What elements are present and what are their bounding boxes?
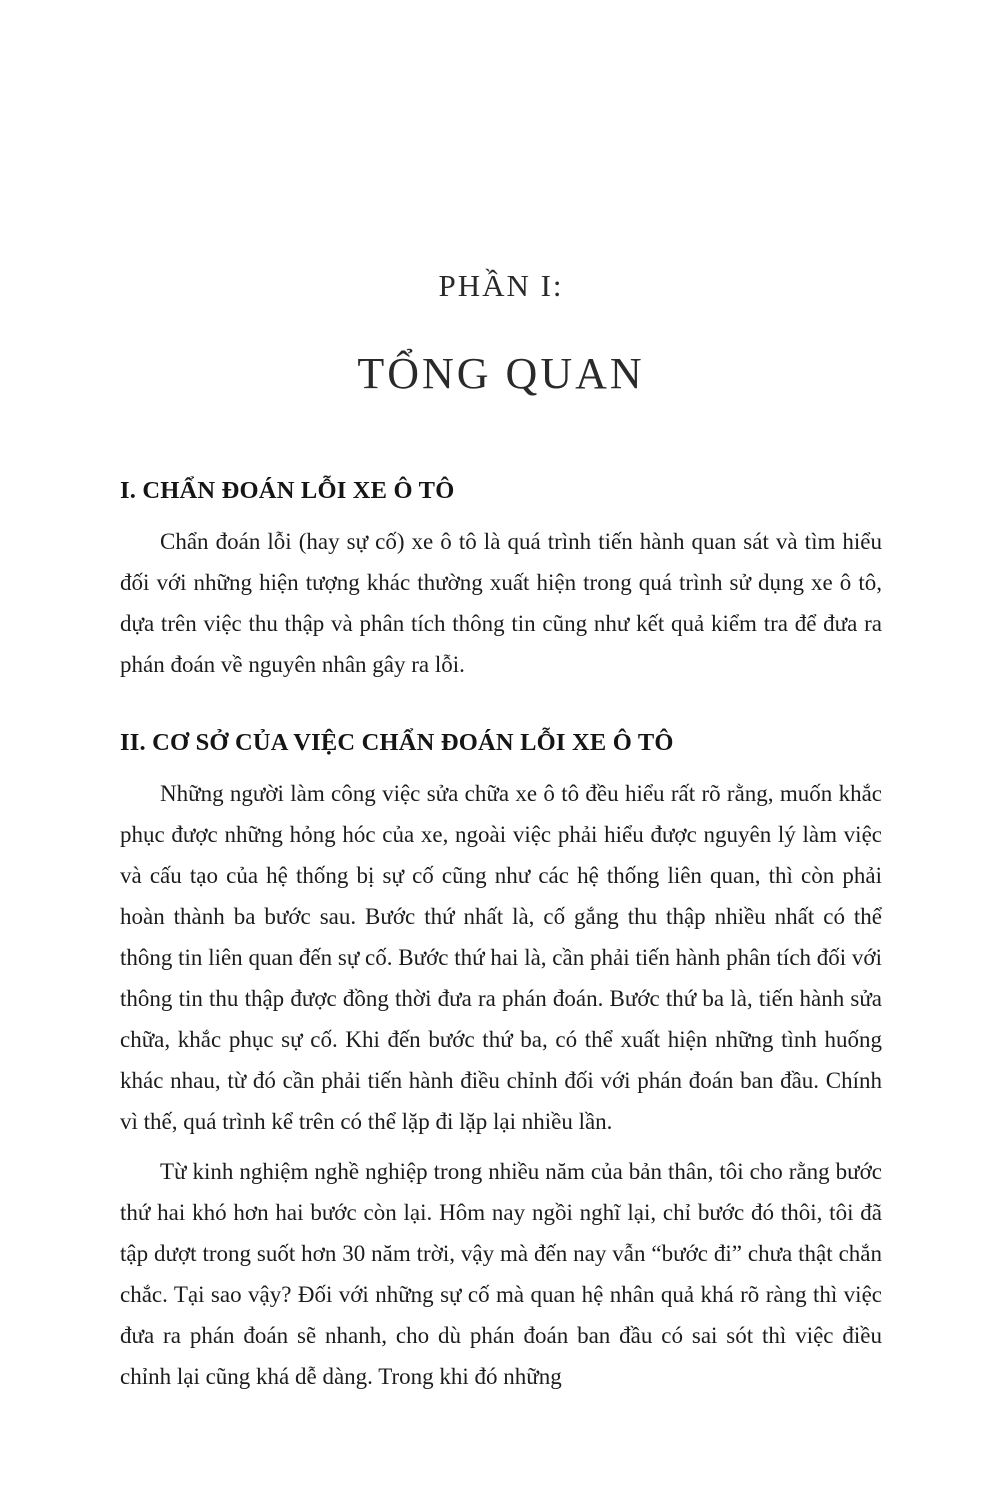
section-heading-1: I. CHẨN ĐOÁN LỖI XE Ô TÔ <box>120 477 455 504</box>
paragraph-2-2: Từ kinh nghiệm nghề nghiệp trong nhiều năm của bản thân, tôi cho rằng bước thứ hai khó hơn hai bước còn lại. Hôm nay ngồi nghĩ lại, chỉ bước đó thôi, tôi đã tập dượt trong suốt hơn 30 năm trời, vậy mà đến nay vẫn “bước đi” chưa thật chắn chắc. Tại sao vậy? Đối với những sự cố mà quan hệ nhân quả khá rõ ràng thì việc đưa ra phán đoán sẽ nhanh, cho dù phán đoán ban đầu có sai sót thì việc điều chỉnh lại cũng khá dễ dàng. Trong khi đó những <box>120 1159 882 1389</box>
section-heading-2: II. CƠ SỞ CỦA VIỆC CHẨN ĐOÁN LỖI XE Ô TÔ <box>120 729 674 756</box>
paragraph-2-1: Những người làm công việc sửa chữa xe ô tô đều hiểu rất rõ rằng, muốn khắc phục được những hỏng hóc của xe, ngoài việc phải hiểu được nguyên lý làm việc và cấu tạo của hệ thống bị sự cố cũng như các hệ thống liên quan, thì còn phải hoàn thành ba bước sau. Bước thứ nhất là, cố gắng thu thập nhiều nhất có thể thông tin liên quan đến sự cố. Bước thứ hai là, cần phải tiến hành phân tích đối với thông tin thu thập được đồng thời đưa ra phán đoán. Bước thứ ba là, tiến hành sửa chữa, khắc phục sự cố. Khi đến bước thứ ba, có thể xuất hiện những tình huống khác nhau, từ đó cần phải tiến hành điều chỉnh đối với phán đoán ban đầu. Chính vì thế, quá trình kể trên có thể lặp đi lặp lại nhiều lần. <box>120 781 882 1134</box>
page-title: TỔNG QUAN <box>357 349 645 398</box>
paragraph-1-1: Chẩn đoán lỗi (hay sự cố) xe ô tô là quá trình tiến hành quan sát và tìm hiểu đối với những hiện tượng khác thường xuất hiện trong quá trình sử dụng xe ô tô, dựa trên việc thu thập và phân tích thông tin cũng như kết quả kiểm tra để đưa ra phán đoán về nguyên nhân gây ra lỗi. <box>120 529 882 677</box>
part-label: PHẦN I: <box>438 268 564 303</box>
